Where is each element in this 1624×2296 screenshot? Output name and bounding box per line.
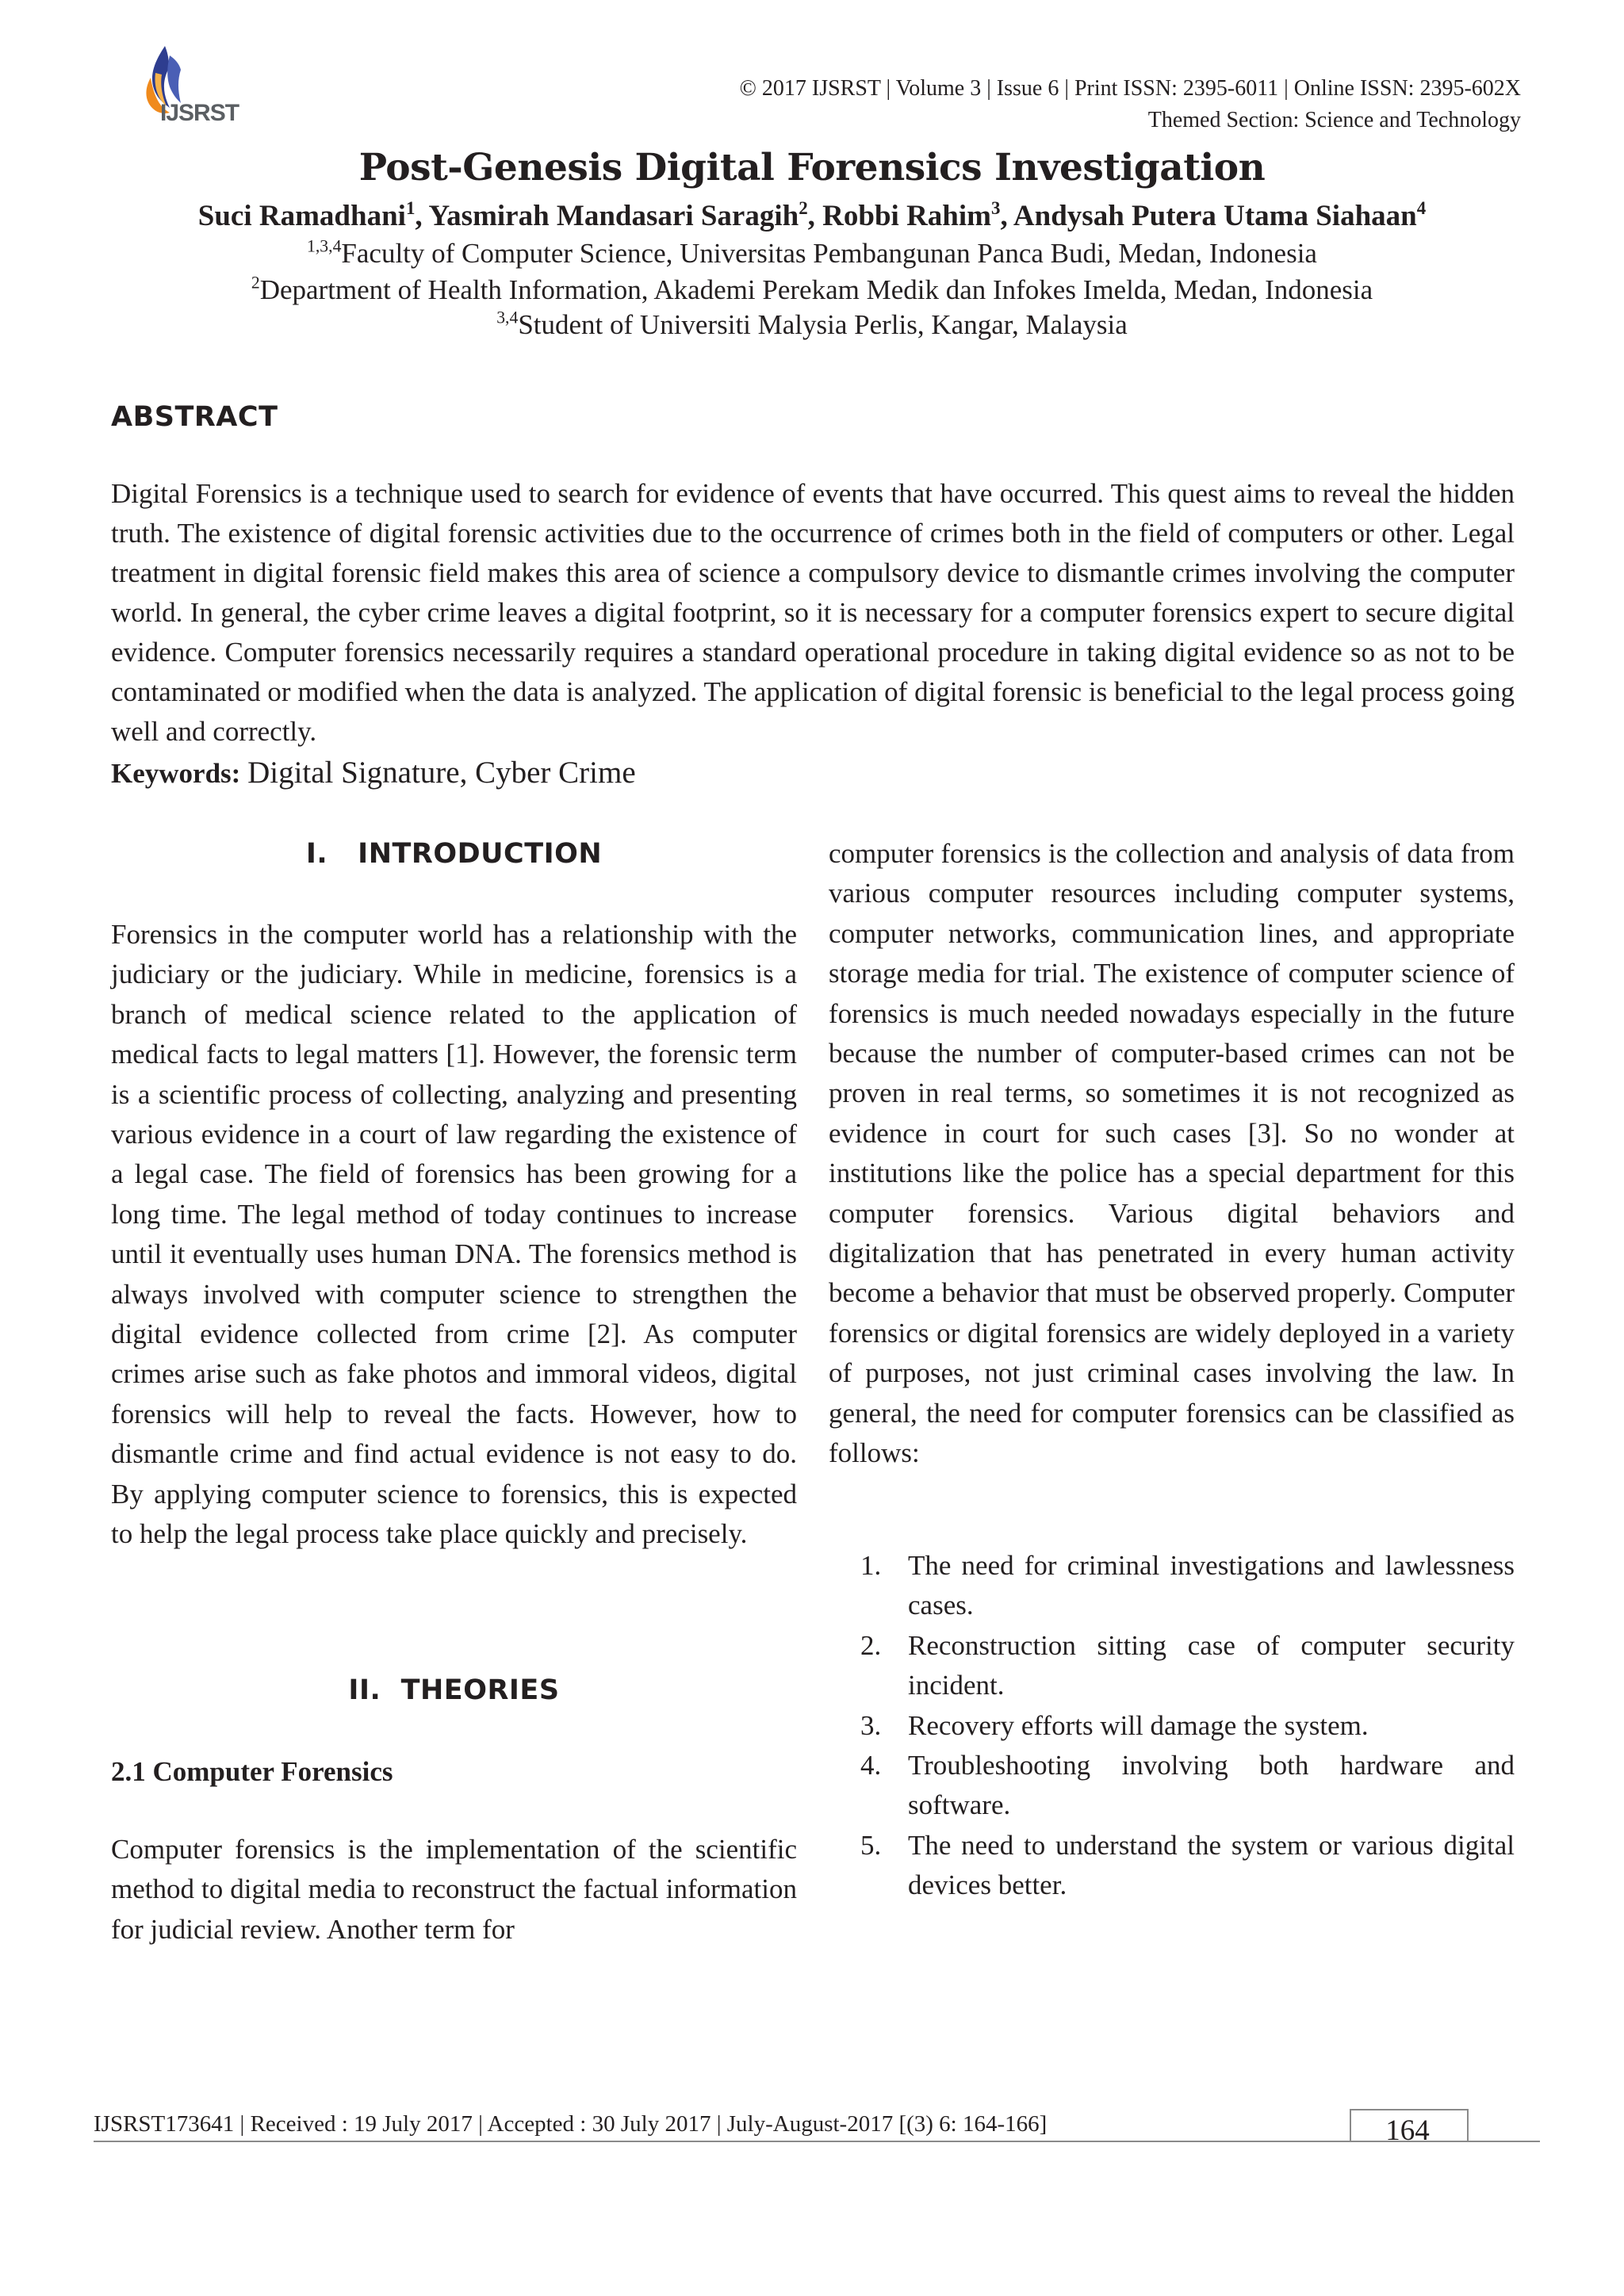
author: Robbi Rahim$^3$,	[822, 197, 1013, 232]
keywords-label: Keywords:	[111, 758, 241, 789]
author-list	[0, 199, 1624, 233]
footer-citation: IJSRST173641 | Received : 19 July 2017 | Accepted : 30 July 2017 | July-August-2017 [(3) 6: 164-166]	[94, 2111, 1048, 2137]
author: Andysah Putera Utama Siahaan$^4$	[1013, 197, 1427, 232]
computer-forensics-body-left: Computer forensics is the implementation of the scientific method to digital media to reconstruct the factual information for judicial review. Another term for	[111, 1834, 797, 1945]
affiliation: $^{3,4}$Student of Universiti Malysia Perlis, Kangar, Malaysia	[496, 308, 1128, 340]
list-item: 3. Recovery efforts will damage the system.	[860, 1709, 1369, 1741]
footer-divider	[94, 2141, 1540, 2142]
abstract-body: Digital Forensics is a technique used to search for evidence of events that have occurred. This quest aims to reveal the hidden truth. The existence of digital forensic activities due to the occurrence of crimes both in the field of computers or other. Legal treatment in digital forensic field makes this area of science a compulsory device to dismantle crimes involving the computer world. In general, the cyber crime leaves a digital footprint, so it is necessary for a computer forensics expert to secure digital evidence. Computer forensics necessarily requires a standard operational procedure in taking digital evidence so as not to be contaminated or modified when the data is analyzed. The application of digital forensic is beneficial to the legal process going well and correctly.	[111, 478, 1515, 747]
list-item: 2. Reconstruction sitting case of computer security incident.	[860, 1629, 1515, 1701]
needs-list	[829, 1546, 1515, 1906]
author: Yasmirah Mandasari Saragih$^2$,	[428, 197, 823, 232]
author: Suci Ramadhani$^1$,	[197, 197, 429, 232]
page-number: 164	[1385, 2114, 1430, 2147]
list-item: 5. The need to understand the system or various digital devices better.	[860, 1829, 1515, 1901]
affiliation: $^{1,3,4}$Faculty of Computer Science, Universitas Pembangunan Panca Budi, Medan, Indonesia	[307, 236, 1317, 269]
journal-citation: © 2017 IJSRST | Volume 3 | Issue 6 | Print ISSN: 2395-6011 | Online ISSN: 2395-602X	[739, 76, 1521, 101]
list-item: 4. Troubleshooting involving both hardware and software.	[860, 1750, 1515, 1821]
abstract-heading: ABSTRACT	[111, 401, 278, 433]
introduction-heading: I. INTRODUCTION	[305, 838, 603, 870]
computer-forensics-body-right: computer forensics is the collection and analysis of data from various computer resources including computer systems, computer networks, communication lines, and appropriate storage media for trial. The existence of computer science of forensics is much needed nowadays especially in the future because the number of computer-based crimes can not be proven in real terms, so sometimes it is not recognized as evidence in court for such cases [3]. So no wonder at institutions like the police has a special department for this computer forensics. Various digital behaviors and digitalization that has penetrated in every human activity become a behavior that must be observed properly. Computer forensics or digital forensics are widely deployed in a variety of purposes, not just criminal cases involving the law. In general, the need for computer forensics can be classified as follows:	[829, 838, 1515, 1469]
keywords-value: Digital Signature, Cyber Crime	[247, 756, 636, 790]
journal-logo	[133, 38, 252, 133]
introduction-body: Forensics in the computer world has a relationship with the judiciary or the judiciary. While in medicine, forensics is a branch of medical science related to the application of medical facts to legal matters [1]. However, the forensic term is a scientific process of collecting, analyzing and presenting various evidence in a court of law regarding the existence of a legal case. The field of forensics has been growing for a long time. The legal method of today continues to increase until it eventually uses human DNA. The forensics method is always involved with computer science to strengthen the digital evidence collected from crime [2]. As computer crimes arise such as fake photos and immoral videos, digital forensics will help to reveal the facts. However, how to dismantle crime and find actual evidence is not easy to do. By applying computer science to forensics, this is expected to help the legal process take place quickly and precisely.	[111, 919, 797, 1550]
list-item: 1. The need for criminal investigations and lawlessness cases.	[860, 1550, 1515, 1621]
computer-forensics-subheading: 2.1 Computer Forensics	[111, 1756, 393, 1787]
paper-title: Post-Genesis Digital Forensics Investigation	[358, 146, 1266, 189]
logo-text: IJSRST	[160, 100, 239, 126]
keywords	[111, 755, 636, 790]
theories-heading: II. THEORIES	[348, 1674, 560, 1706]
affiliation: $^2$Department of Health Information, Akademi Perekam Medik dan Infokes Imelda, Medan, Indonesia	[251, 273, 1373, 305]
themed-section: Themed Section: Science and Technology	[1147, 108, 1521, 132]
